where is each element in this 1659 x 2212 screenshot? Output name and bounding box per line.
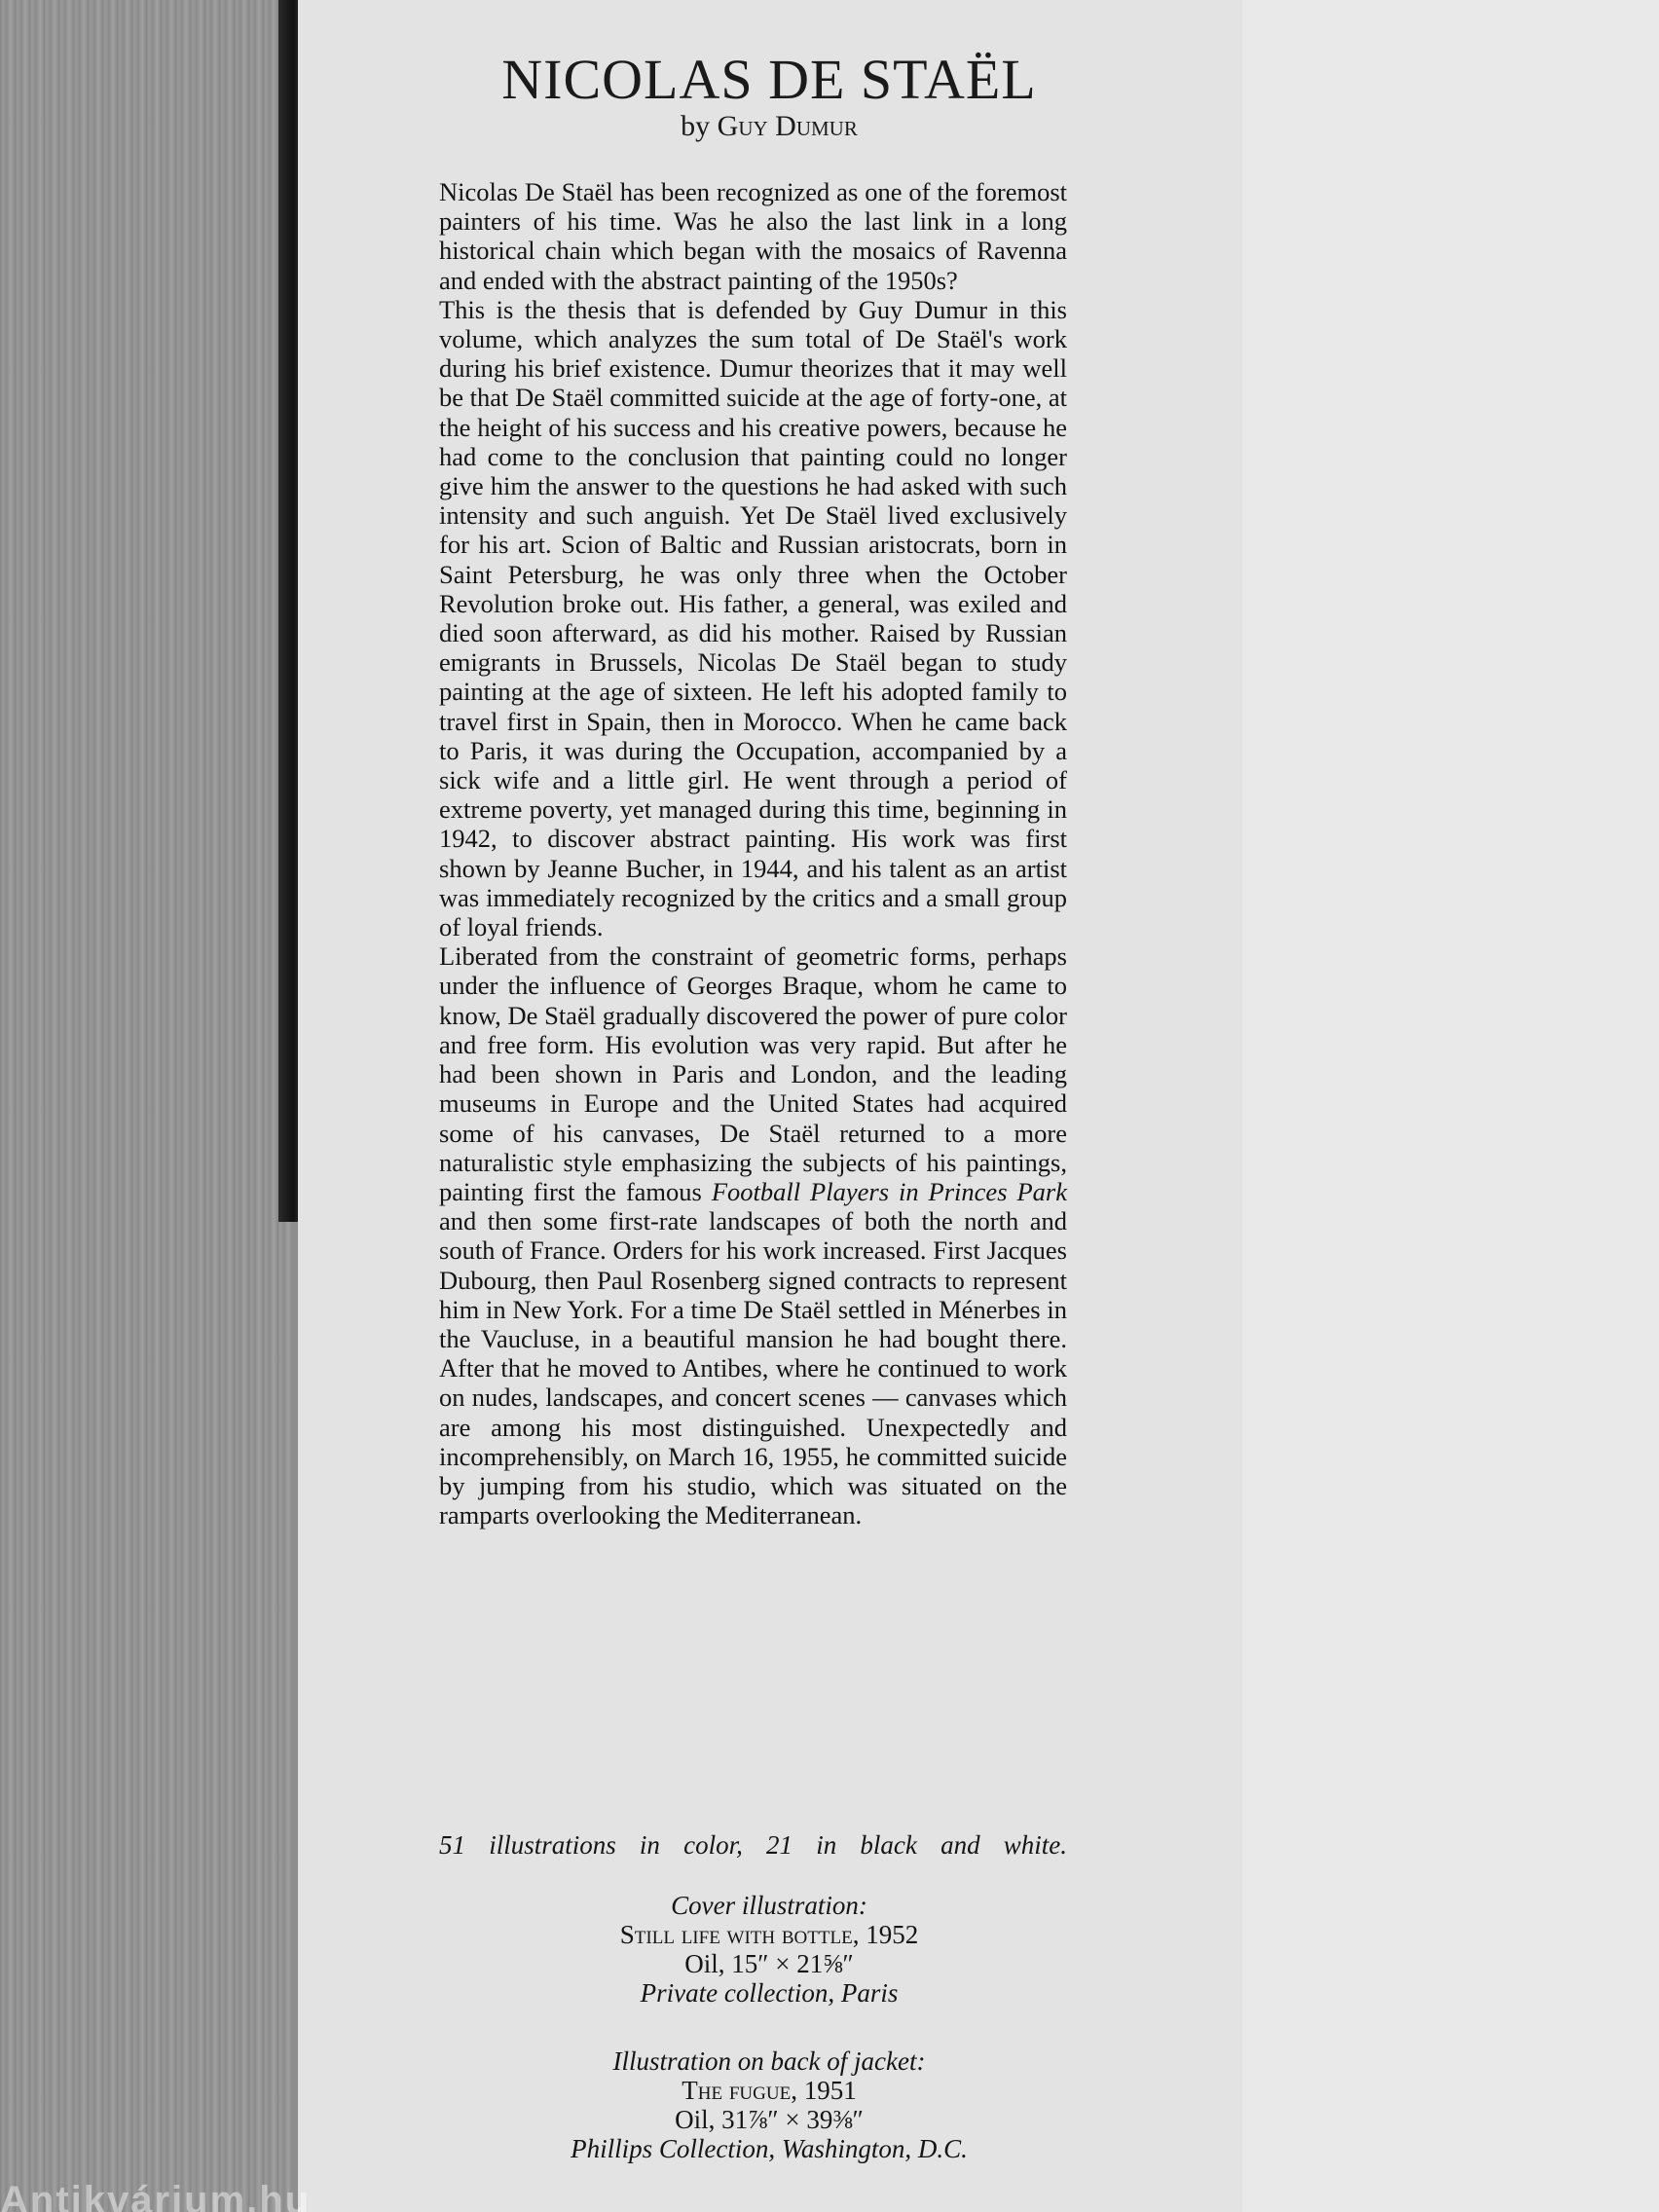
- cover-credit-work-line: [428, 1920, 1110, 1949]
- paragraph-3-before: Liberated from the constraint of geometric forms, perhaps under the influence of Georges Braque, whom he came to know, De Staël gradually discovered the power of pure color and free form. His evolution was very rapid. But after he had been shown in Paris and London, and the leading museums in Europe and the United States had acquired some of his canvases, De Staël returned to a more naturalistic style emphasizing the subjects of his paintings, painting first the famous: [439, 941, 1067, 1206]
- cover-illustration-credit: [428, 1891, 1110, 2008]
- author-name: Guy Dumur: [717, 110, 858, 142]
- book-title: NICOLAS DE STAËL: [501, 48, 1037, 111]
- book-cover-board: [0, 0, 292, 2212]
- painting-title-italic: Football Players in Princes Park: [711, 1176, 1067, 1206]
- paragraph-1: Nicolas De Staël has been recognized as one of the foremost painters of his time. Was he also the last link in a long historical chain which began with the mosaics of Ravenna and ended with the abstract painting of the 1950s?: [439, 177, 1067, 295]
- back-credit-year: , 1951: [791, 2076, 857, 2105]
- back-credit-heading: Illustration on back of jacket:: [612, 2046, 926, 2076]
- back-illustration-credit: [428, 2046, 1110, 2163]
- flap-body-text: [439, 177, 1067, 1530]
- cover-credit-heading: Cover illustration:: [671, 1891, 867, 1920]
- cover-credit-work: Still life with bottle: [619, 1920, 853, 1949]
- back-credit-medium: Oil, 31⅞″ × 39⅜″: [675, 2105, 864, 2134]
- cover-credit-medium: Oil, 15″ × 21⅝″: [684, 1949, 854, 1978]
- adjacent-page: [1242, 0, 1659, 2212]
- paragraph-3-after: and then some first-rate landscapes of both the north and south of France. Orders for his work increased. First Jacques Dubourg, then Paul Rosenberg signed contracts to represent him in New York. For a time De Staël settled in Ménerbes in the Vaucluse, in a beautiful mansion he had bought there. After that he moved to Antibes, where he continued to work on nudes, landscapes, and concert scenes — canvases which are among his most distinguished. Unexpectedly and incomprehensibly, on March 16, 1955, he committed suicide by jumping from his studio, which was situated on the ramparts overlooking the Mediterranean.: [439, 1206, 1067, 1530]
- paragraph-3: [439, 941, 1067, 1530]
- cover-credit-collection: Private collection, Paris: [640, 1978, 899, 2008]
- byline: [428, 110, 1110, 143]
- paragraph-2: This is the thesis that is defended by Guy Dumur in this volume, which analyzes the sum total of De Staël's work during his brief existence. Dumur theorizes that it may well be that De Staël committed suicide at the age of forty-one, at the height of his success and his creative powers, because he had come to the conclusion that painting could no longer give him the answer to the questions he had asked with such intensity and such anguish. Yet De Staël lived exclusively for his art. Scion of Baltic and Russian aristocrats, born in Saint Petersburg, he was only three when the October Revolution broke out. His father, a general, was exiled and died soon afterward, as did his mother. Raised by Russian emigrants in Brussels, Nicolas De Staël began to study painting at the age of sixteen. He left his adopted family to travel first in Spain, then in Morocco. When he came back to Paris, it was during the Occupation, accompanied by a sick wife and a little girl. He went through a period of extreme poverty, yet managed during this time, beginning in 1942, to discover abstract painting. His work was first shown by Jeanne Bucher, in 1944, and his talent as an artist was immediately recognized by the critics and a small group of loyal friends.: [439, 294, 1067, 942]
- back-credit-work: The fugue: [682, 2076, 792, 2105]
- back-credit-work-line: [428, 2076, 1110, 2105]
- back-credit-collection: Phillips Collection, Washington, D.C.: [571, 2134, 968, 2163]
- watermark: Antikvárium.hu: [0, 2179, 312, 2212]
- cover-credit-year: , 1952: [852, 1920, 919, 1949]
- byline-prefix: by: [681, 110, 711, 142]
- illustrations-note: 51 illustrations in color, 21 in black and white.: [439, 1830, 1067, 1860]
